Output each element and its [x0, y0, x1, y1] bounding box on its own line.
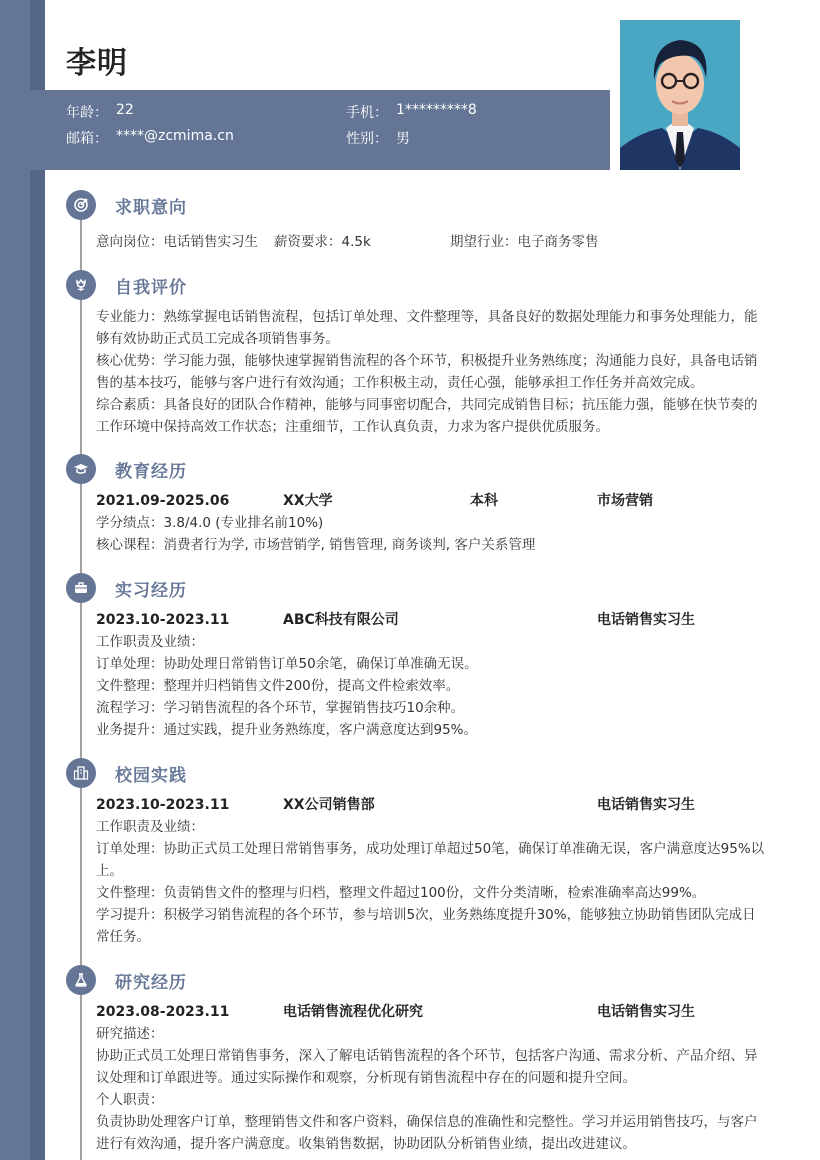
candidate-name: 李明: [66, 46, 128, 81]
internship-line: 流程学习：学习销售流程的各个环节，掌握销售技巧10余种。: [96, 700, 465, 716]
age-label: 年龄：: [66, 105, 108, 121]
phone-value: 1*********8: [396, 102, 477, 118]
section-title: 研究经历: [115, 972, 187, 993]
section-header: [66, 965, 766, 995]
section-research: [66, 965, 766, 1155]
graduation-cap-icon: [66, 454, 96, 484]
section-header: [66, 190, 766, 220]
internship-line: 业务提升：通过实践，提升业务熟练度，客户满意度达到95%。: [96, 722, 478, 738]
research-line: 个人职责：: [96, 1092, 164, 1108]
research-role: 电话销售实习生: [597, 1004, 695, 1020]
section-body: [96, 607, 766, 741]
section-title: 教育经历: [115, 461, 187, 482]
email-field: [66, 128, 234, 148]
education-major: 市场营销: [597, 493, 653, 509]
education-gpa: 学分绩点：3.8/4.0 (专业排名前10%): [96, 515, 324, 531]
section-header: [66, 573, 766, 603]
phone-label: 手机：: [346, 105, 388, 121]
education-date: 2021.09-2025.06: [96, 493, 230, 509]
internship-line: 订单处理：协助处理日常销售订单50余笔，确保订单准确无误。: [96, 656, 478, 672]
section-header: [66, 454, 766, 484]
internship-company: ABC科技有限公司: [283, 612, 399, 628]
intent-industry: 期望行业：电子商务零售: [450, 234, 599, 250]
campus-line: 学习提升：积极学习销售流程的各个环节，参与培训5次，业务熟练度提升30%，能够独立协助销售团队完成日常任务。: [96, 907, 756, 945]
flask-icon: [66, 965, 96, 995]
research-line: 负责协助处理客户订单，整理销售文件和客户资料，确保信息的准确性和完整性。学习并运用销售技巧，与客户进行有效沟通，提升客户满意度。收集销售数据，协助团队分析销售业绩，提出改进建议。: [96, 1114, 758, 1152]
section-header: [66, 758, 766, 788]
gender-value: 男: [396, 131, 410, 147]
internship-line: 工作职责及业绩：: [96, 634, 204, 650]
campus-date: 2023.10-2023.11: [96, 797, 230, 813]
section-internship: [66, 573, 766, 741]
section-body: [96, 488, 766, 556]
section-body: [96, 231, 766, 253]
education-school: XX大学: [283, 493, 333, 509]
left-sidebar-bar: [0, 0, 30, 1160]
research-project: 电话销售流程优化研究: [283, 1004, 423, 1020]
portrait-illustration: [620, 20, 740, 170]
phone-field: [346, 102, 477, 122]
flower-icon: [66, 270, 96, 300]
section-title: 自我评价: [115, 277, 187, 298]
research-line: 协助正式员工处理日常销售事务，深入了解电话销售流程的各个环节，包括客户沟通、需求分析、产品介绍、异议处理和订单跟进等。通过实际操作和观察，分析现有销售流程中存在的问题和提升空间。: [96, 1048, 758, 1086]
section-title: 实习经历: [115, 580, 187, 601]
age-value: 22: [116, 102, 134, 118]
research-date: 2023.08-2023.11: [96, 1004, 230, 1020]
section-campus-practice: [66, 758, 766, 948]
email-value: ****@zcmima.cn: [116, 128, 234, 144]
education-courses: 核心课程：消费者行为学, 市场营销学, 销售管理, 商务谈判, 客户关系管理: [96, 537, 536, 553]
section-body: [96, 792, 766, 948]
section-title: 求职意向: [115, 197, 187, 218]
section-body: [96, 999, 766, 1155]
profile-photo: [620, 20, 740, 170]
section-header: [66, 270, 766, 300]
briefcase-icon: [66, 573, 96, 603]
campus-line: 工作职责及业绩：: [96, 819, 204, 835]
target-icon: [66, 190, 96, 220]
campus-header-row: [96, 792, 766, 816]
campus-line: 文件整理：负责销售文件的整理与归档，整理文件超过100份，文件分类清晰，检索准确率高达99%。: [96, 885, 706, 901]
age-field: [66, 102, 134, 122]
education-degree: 本科: [470, 493, 498, 509]
research-header-row: [96, 999, 766, 1023]
info-banner: [30, 90, 610, 170]
self-eval-paragraph: 综合素质：具备良好的团队合作精神，能够与同事密切配合，共同完成销售目标；抗压能力强，能够在快节奏的工作环境中保持高效工作状态；注重细节，工作认真负责，力求为客户提供优质服务。: [96, 397, 758, 435]
gender-label: 性别：: [346, 131, 388, 147]
intent-position: 意向岗位：电话销售实习生: [96, 234, 258, 250]
left-sidebar-strip: [30, 0, 45, 1160]
internship-date: 2023.10-2023.11: [96, 612, 230, 628]
campus-role: 电话销售实习生: [597, 797, 695, 813]
section-intent: [66, 190, 766, 253]
campus-line: 订单处理：协助正式员工处理日常销售事务，成功处理订单超过50笔，确保订单准确无误，客户满意度达95%以上。: [96, 841, 765, 879]
section-title: 校园实践: [115, 765, 187, 786]
self-eval-paragraph: 核心优势：学习能力强，能够快速掌握销售流程的各个环节，积极提升业务熟练度；沟通能力良好，具备电话销售的基本技巧，能够与客户进行有效沟通；工作积极主动，责任心强，能够承担工作任务并高效完成。: [96, 353, 758, 391]
internship-line: 文件整理：整理并归档销售文件200份，提高文件检索效率。: [96, 678, 460, 694]
section-education: [66, 454, 766, 556]
gender-field: [346, 128, 410, 148]
education-header-row: [96, 488, 766, 512]
internship-role: 电话销售实习生: [597, 612, 695, 628]
building-icon: [66, 758, 96, 788]
intent-salary: 薪资要求：4.5k: [274, 234, 371, 250]
internship-header-row: [96, 607, 766, 631]
campus-org: XX公司销售部: [283, 797, 375, 813]
section-body: [96, 306, 766, 438]
section-self-evaluation: [66, 270, 766, 438]
research-line: 研究描述：: [96, 1026, 164, 1042]
self-eval-paragraph: 专业能力：熟练掌握电话销售流程，包括订单处理、文件整理等，具备良好的数据处理能力和事务处理能力，能够有效协助正式员工完成各项销售事务。: [96, 309, 758, 347]
email-label: 邮箱：: [66, 131, 108, 147]
